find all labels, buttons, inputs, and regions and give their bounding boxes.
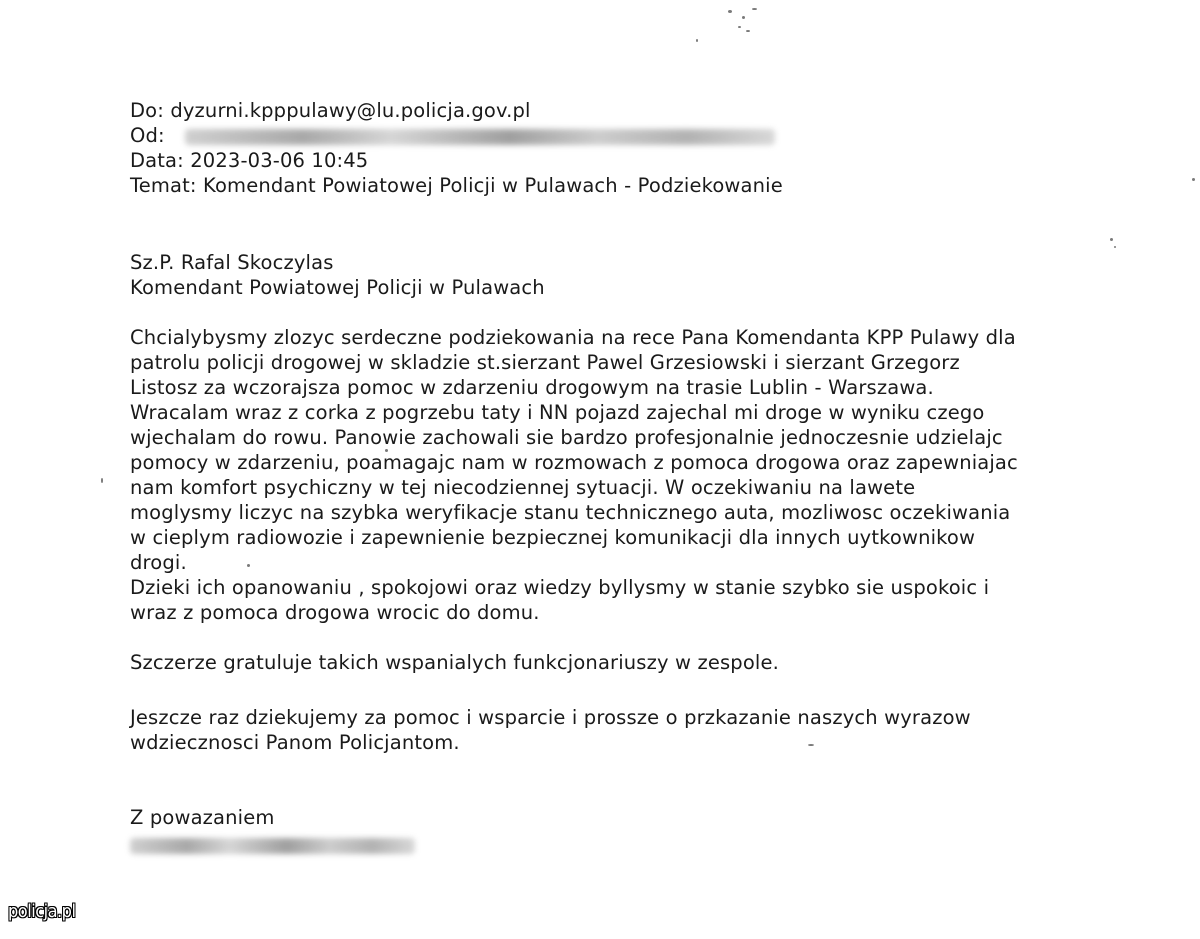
scan-speck [101, 478, 103, 483]
scan-speck [808, 744, 814, 746]
scan-speck [247, 564, 250, 567]
addressee-name: Sz.P. Rafal Skoczylas [130, 251, 334, 274]
from-label: Od: [130, 124, 165, 147]
body-line: patrolu policji drogowej w skladzie st.sierzant Pawel Grzesiowski i sierzant Grzegorz [130, 351, 960, 374]
closing: Z powazaniem [130, 806, 275, 829]
body-line: wjechalam do rowu. Panowie zachowali sie bardzo profesjonalnie jednoczesnie udzielajc [130, 426, 1003, 449]
scan-speck [742, 16, 745, 19]
scan-speck [746, 30, 750, 32]
thanks-line: wdziecznosci Panom Policjantom. [130, 731, 460, 754]
body-line: Dzieki ich opanowaniu , spokojowi oraz wiedzy byllysmy w stanie szybko sie uspokoic i [130, 576, 990, 599]
scan-speck [1110, 238, 1113, 241]
body-line: Chcialybysmy zlozyc serdeczne podziekowania na rece Pana Komendanta KPP Pulawy dla [130, 326, 1016, 349]
redacted-signature [130, 832, 415, 857]
scan-speck [1114, 246, 1116, 248]
body-line: moglysmy liczyc na szybka weryfikacje stanu technicznego auta, mozliwosc oczekiwania [130, 501, 1011, 524]
body-line: w cieplym radiowozie i zapewnienie bezpiecznej komunikacji dla innych uytkownikow [130, 526, 976, 549]
body-line: wraz z pomoca drogowa wrocic do domu. [130, 601, 540, 624]
header-to [130, 98, 531, 123]
date-label: Data: [130, 149, 184, 172]
date-value: 2023-03-06 10:45 [190, 149, 369, 172]
body-line: Wracalam wraz z corka z pogrzebu taty i NN pojazd zajechal mi droge w wyniku czego [130, 401, 985, 424]
policja-watermark: policja.pl [8, 901, 76, 922]
thanks-line: Jeszcze raz dziekujemy za pomoc i wsparcie i prossze o przkazanie naszych wyrazow [130, 706, 971, 729]
to-address: dyzurni.kpppulawy@lu.policja.gov.pl [170, 99, 531, 122]
redacted-sender [185, 129, 775, 145]
body-line: pomocy w zdarzeniu, poamagajc nam w rozmowach z pomoca drogowa oraz zapewniajac [130, 451, 1018, 474]
body-line: drogi. [130, 551, 187, 574]
header-subject [130, 173, 783, 198]
header-from [130, 123, 775, 148]
body-line: Listosz za wczorajsza pomoc w zdarzeniu drogowym na trasie Lublin - Warszawa. [130, 376, 934, 399]
body-line: nam komfort psychiczny w tej niecodziennej sytuacji. W oczekiwaniu na lawete [130, 476, 916, 499]
scan-speck [1192, 178, 1195, 181]
subject-label: Temat: [130, 174, 197, 197]
scan-speck [728, 10, 732, 13]
congratulations-line: Szczerze gratuluje takich wspanialych funkcjonariuszy w zespole. [130, 651, 779, 674]
header-date [130, 148, 368, 173]
redacted-signature-block [130, 838, 415, 854]
scan-speck [696, 39, 698, 42]
to-label: Do: [130, 99, 164, 122]
scan-speck [752, 8, 757, 10]
subject-value: Komendant Powiatowej Policji w Pulawach - Podziekowanie [203, 174, 783, 197]
scan-speck [738, 26, 741, 28]
addressee-title: Komendant Powiatowej Policji w Pulawach [130, 276, 545, 299]
